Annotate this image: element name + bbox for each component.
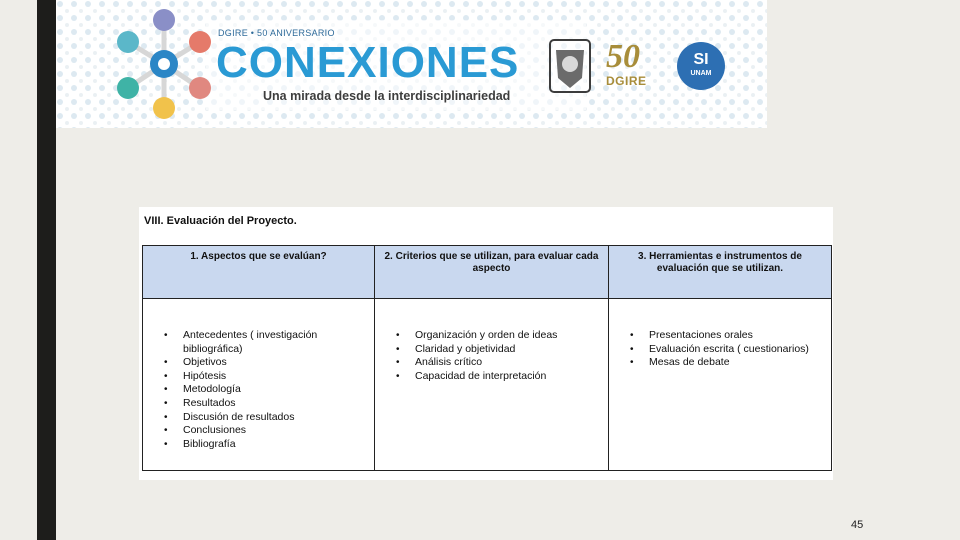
criterios-cell (375, 299, 609, 471)
aspectos-list (161, 329, 368, 451)
list-item: • Hipótesis (161, 370, 368, 384)
section-title: VIII. Evaluación del Proyecto. (144, 215, 297, 227)
header-aspectos: 1. Aspectos que se evalúan? (143, 246, 375, 299)
evaluation-table (142, 245, 832, 471)
header-criterios: 2. Criterios que se utilizan, para evaluar cada aspecto (375, 246, 609, 299)
list-item: • Mesas de debate (627, 356, 825, 370)
list-item: • Bibliografía (161, 438, 368, 452)
list-item: • Antecedentes ( investigación bibliográfica) (161, 329, 368, 356)
dgire-label: DGIRE (606, 74, 647, 88)
aspectos-cell (143, 299, 375, 471)
conexiones-banner (56, 0, 767, 128)
list-item: • Resultados (161, 397, 368, 411)
list-item: • Claridad y objetividad (393, 343, 602, 357)
herramientas-list (627, 329, 825, 370)
dgire-number: 50 (606, 38, 640, 75)
list-item: • Discusión de resultados (161, 411, 368, 425)
page-number: 45 (851, 519, 864, 531)
conexiones-logo-icon (114, 6, 214, 124)
list-item: • Análisis crítico (393, 356, 602, 370)
list-item: • Evaluación escrita ( cuestionarios) (627, 343, 825, 357)
list-item: • Capacidad de interpretación (393, 370, 602, 384)
si-unam-text: UNAM (690, 70, 712, 77)
list-item: • Metodología (161, 383, 368, 397)
banner-pretitle: DGIRE • 50 ANIVERSARIO (218, 28, 335, 38)
dgire-50-logo (606, 40, 664, 96)
evaluation-panel (139, 207, 833, 480)
table-row (143, 299, 832, 471)
si-unam-logo (677, 42, 725, 90)
list-item: • Objetivos (161, 356, 368, 370)
si-text: SI (693, 51, 709, 68)
banner-title: CONEXIONES (216, 38, 520, 87)
criterios-list (393, 329, 602, 383)
herramientas-cell (609, 299, 832, 471)
list-item: • Presentaciones orales (627, 329, 825, 343)
header-herramientas: 3. Herramientas e instrumentos de evaluación que se utilizan. (609, 246, 832, 299)
list-item: • Organización y orden de ideas (393, 329, 602, 343)
list-item: • Conclusiones (161, 424, 368, 438)
left-dark-bar (37, 0, 56, 540)
banner-subtitle: Una mirada desde la interdisciplinariedad (263, 89, 511, 103)
table-header-row (143, 246, 832, 299)
unam-crest-icon (546, 38, 594, 94)
